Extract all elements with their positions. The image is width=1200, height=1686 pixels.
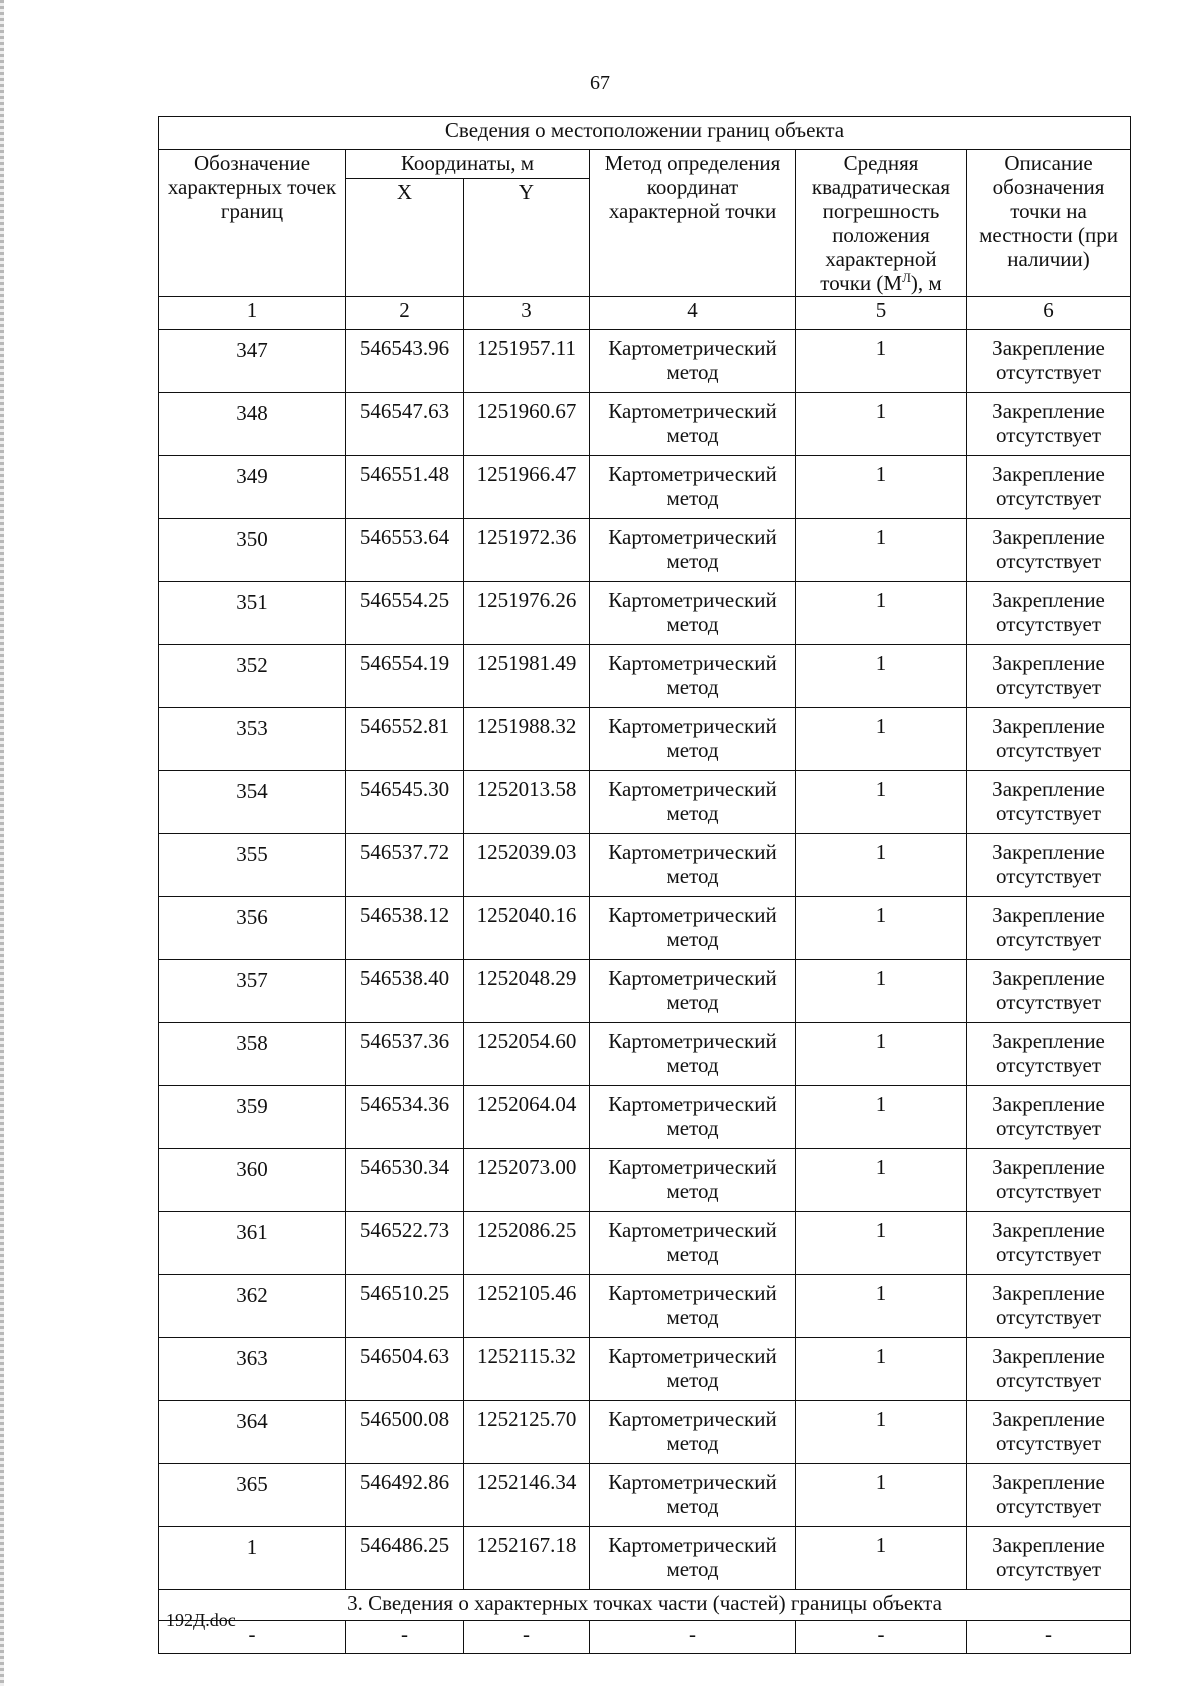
point-id: 347	[159, 330, 346, 393]
description-cell: Закрепление отсутствует	[967, 582, 1131, 645]
coord-y: 1251960.67	[464, 393, 590, 456]
coord-y: 1251966.47	[464, 456, 590, 519]
coord-x: 546530.34	[346, 1149, 464, 1212]
method-cell: Картометрический метод	[590, 645, 796, 708]
header-coordinates: Координаты, м	[346, 150, 590, 179]
description-cell: Закрепление отсутствует	[967, 897, 1131, 960]
point-id: 357	[159, 960, 346, 1023]
header-mean-error	[796, 150, 967, 297]
column-number: 5	[796, 297, 967, 330]
mean-error-cell: 1	[796, 771, 967, 834]
table-row	[159, 330, 1131, 393]
method-cell: Картометрический метод	[590, 897, 796, 960]
method-cell: Картометрический метод	[590, 1023, 796, 1086]
column-number: 2	[346, 297, 464, 330]
mean-error-cell: 1	[796, 330, 967, 393]
coord-y: 1251988.32	[464, 708, 590, 771]
section3-value: -	[464, 1621, 590, 1654]
header-method: Метод определения координат характерной точки	[590, 150, 796, 297]
coord-y: 1252064.04	[464, 1086, 590, 1149]
coord-x: 546486.25	[346, 1527, 464, 1590]
coord-x: 546537.72	[346, 834, 464, 897]
header-x: X	[346, 179, 464, 297]
section3-value: -	[159, 1621, 346, 1654]
point-id: 349	[159, 456, 346, 519]
coord-y: 1251981.49	[464, 645, 590, 708]
table-row	[159, 1527, 1131, 1590]
section3-value: -	[796, 1621, 967, 1654]
coord-y: 1252073.00	[464, 1149, 590, 1212]
description-cell: Закрепление отсутствует	[967, 519, 1131, 582]
point-id: 360	[159, 1149, 346, 1212]
mean-error-cell: 1	[796, 1149, 967, 1212]
method-cell: Картометрический метод	[590, 1338, 796, 1401]
description-cell: Закрепление отсутствует	[967, 834, 1131, 897]
method-cell: Картометрический метод	[590, 960, 796, 1023]
table-row	[159, 1023, 1131, 1086]
method-cell: Картометрический метод	[590, 708, 796, 771]
mean-error-cell: 1	[796, 897, 967, 960]
column-numbers-row	[159, 297, 1131, 330]
mean-error-cell: 1	[796, 1401, 967, 1464]
table-row	[159, 1275, 1131, 1338]
column-number: 4	[590, 297, 796, 330]
table-row	[159, 834, 1131, 897]
page-number: 67	[590, 72, 610, 94]
column-number: 1	[159, 297, 346, 330]
section3-values-row	[159, 1621, 1131, 1654]
table-row	[159, 393, 1131, 456]
mean-error-cell: 1	[796, 1464, 967, 1527]
method-cell: Картометрический метод	[590, 1275, 796, 1338]
method-cell: Картометрический метод	[590, 1149, 796, 1212]
section3-value: -	[346, 1621, 464, 1654]
coord-x: 546534.36	[346, 1086, 464, 1149]
method-cell: Картометрический метод	[590, 1527, 796, 1590]
description-cell: Закрепление отсутствует	[967, 393, 1131, 456]
coord-x: 546554.25	[346, 582, 464, 645]
coord-x: 546553.64	[346, 519, 464, 582]
point-id: 364	[159, 1401, 346, 1464]
mean-error-cell: 1	[796, 1023, 967, 1086]
table-row	[159, 1338, 1131, 1401]
coord-x: 546492.86	[346, 1464, 464, 1527]
description-cell: Закрепление отсутствует	[967, 1023, 1131, 1086]
point-id: 362	[159, 1275, 346, 1338]
coord-x: 546522.73	[346, 1212, 464, 1275]
mean-error-cell: 1	[796, 456, 967, 519]
point-id: 363	[159, 1338, 346, 1401]
method-cell: Картометрический метод	[590, 1212, 796, 1275]
coord-x: 546554.19	[346, 645, 464, 708]
description-cell: Закрепление отсутствует	[967, 1464, 1131, 1527]
mean-error-cell: 1	[796, 519, 967, 582]
coord-x: 546545.30	[346, 771, 464, 834]
description-cell: Закрепление отсутствует	[967, 1086, 1131, 1149]
mean-error-cell: 1	[796, 1275, 967, 1338]
point-id: 356	[159, 897, 346, 960]
section3-value: -	[590, 1621, 796, 1654]
section3-value: -	[967, 1621, 1131, 1654]
table-row	[159, 582, 1131, 645]
coord-x: 546500.08	[346, 1401, 464, 1464]
description-cell: Закрепление отсутствует	[967, 771, 1131, 834]
coord-x: 546552.81	[346, 708, 464, 771]
header-mean-error-tail: ), м	[910, 271, 942, 295]
point-id: 358	[159, 1023, 346, 1086]
method-cell: Картометрический метод	[590, 834, 796, 897]
mean-error-cell: 1	[796, 1212, 967, 1275]
table-row	[159, 897, 1131, 960]
mean-error-cell: 1	[796, 1338, 967, 1401]
column-number: 6	[967, 297, 1131, 330]
mean-error-cell: 1	[796, 1527, 967, 1590]
coord-x: 546551.48	[346, 456, 464, 519]
coord-y: 1252125.70	[464, 1401, 590, 1464]
footer-filename: 192Д.doc	[166, 1610, 236, 1630]
coord-y: 1252013.58	[464, 771, 590, 834]
coord-y: 1252040.16	[464, 897, 590, 960]
coord-y: 1252115.32	[464, 1338, 590, 1401]
section3-title: 3. Сведения о характерных точках части (частей) границы объекта	[159, 1590, 1131, 1621]
coord-y: 1252167.18	[464, 1527, 590, 1590]
coord-x: 546543.96	[346, 330, 464, 393]
coord-x: 546547.63	[346, 393, 464, 456]
table-row	[159, 519, 1131, 582]
method-cell: Картометрический метод	[590, 393, 796, 456]
method-cell: Картометрический метод	[590, 771, 796, 834]
table-row	[159, 1149, 1131, 1212]
description-cell: Закрепление отсутствует	[967, 456, 1131, 519]
description-cell: Закрепление отсутствует	[967, 708, 1131, 771]
coord-x: 546510.25	[346, 1275, 464, 1338]
header-y: Y	[464, 179, 590, 297]
description-cell: Закрепление отсутствует	[967, 645, 1131, 708]
table-row	[159, 708, 1131, 771]
point-id: 351	[159, 582, 346, 645]
coord-y: 1251957.11	[464, 330, 590, 393]
mean-error-cell: 1	[796, 1086, 967, 1149]
coord-x: 546537.36	[346, 1023, 464, 1086]
point-id: 361	[159, 1212, 346, 1275]
point-id: 359	[159, 1086, 346, 1149]
column-number: 3	[464, 297, 590, 330]
method-cell: Картометрический метод	[590, 456, 796, 519]
method-cell: Картометрический метод	[590, 1086, 796, 1149]
table-row	[159, 1212, 1131, 1275]
description-cell: Закрепление отсутствует	[967, 960, 1131, 1023]
description-cell: Закрепление отсутствует	[967, 1338, 1131, 1401]
coord-y: 1252048.29	[464, 960, 590, 1023]
method-cell: Картометрический метод	[590, 519, 796, 582]
scan-edge-artifact	[0, 0, 4, 1686]
mean-error-cell: 1	[796, 645, 967, 708]
description-cell: Закрепление отсутствует	[967, 1275, 1131, 1338]
coord-y: 1252086.25	[464, 1212, 590, 1275]
coord-y: 1252146.34	[464, 1464, 590, 1527]
header-mean-error-sup: Л	[902, 270, 911, 285]
point-id: 350	[159, 519, 346, 582]
header-description: Описание обозначения точки на местности (при наличии)	[967, 150, 1131, 297]
table-row	[159, 645, 1131, 708]
point-id: 348	[159, 393, 346, 456]
method-cell: Картометрический метод	[590, 1464, 796, 1527]
coord-y: 1252105.46	[464, 1275, 590, 1338]
coord-x: 546504.63	[346, 1338, 464, 1401]
mean-error-cell: 1	[796, 834, 967, 897]
method-cell: Картометрический метод	[590, 582, 796, 645]
coord-y: 1251972.36	[464, 519, 590, 582]
table-row	[159, 1464, 1131, 1527]
coord-x: 546538.12	[346, 897, 464, 960]
table-row	[159, 960, 1131, 1023]
table-row	[159, 771, 1131, 834]
coord-y: 1252054.60	[464, 1023, 590, 1086]
point-id: 353	[159, 708, 346, 771]
mean-error-cell: 1	[796, 393, 967, 456]
point-id: 352	[159, 645, 346, 708]
point-id: 365	[159, 1464, 346, 1527]
header-point-designation: Обозначение характерных точек границ	[159, 150, 346, 297]
coord-y: 1252039.03	[464, 834, 590, 897]
point-id: 355	[159, 834, 346, 897]
description-cell: Закрепление отсутствует	[967, 1149, 1131, 1212]
mean-error-cell: 1	[796, 960, 967, 1023]
description-cell: Закрепление отсутствует	[967, 1527, 1131, 1590]
method-cell: Картометрический метод	[590, 330, 796, 393]
table-title: Сведения о местоположении границ объекта	[159, 117, 1131, 150]
description-cell: Закрепление отсутствует	[967, 1212, 1131, 1275]
table-row	[159, 1401, 1131, 1464]
header-mean-error-text: Средняя квадратическая погрешность положения характерной точки (М	[811, 151, 951, 295]
coord-y: 1251976.26	[464, 582, 590, 645]
table-row	[159, 1086, 1131, 1149]
description-cell: Закрепление отсутствует	[967, 330, 1131, 393]
coord-x: 546538.40	[346, 960, 464, 1023]
table-row	[159, 456, 1131, 519]
mean-error-cell: 1	[796, 582, 967, 645]
point-id: 1	[159, 1527, 346, 1590]
boundary-table	[158, 116, 1131, 1654]
point-id: 354	[159, 771, 346, 834]
description-cell: Закрепление отсутствует	[967, 1401, 1131, 1464]
mean-error-cell: 1	[796, 708, 967, 771]
method-cell: Картометрический метод	[590, 1401, 796, 1464]
